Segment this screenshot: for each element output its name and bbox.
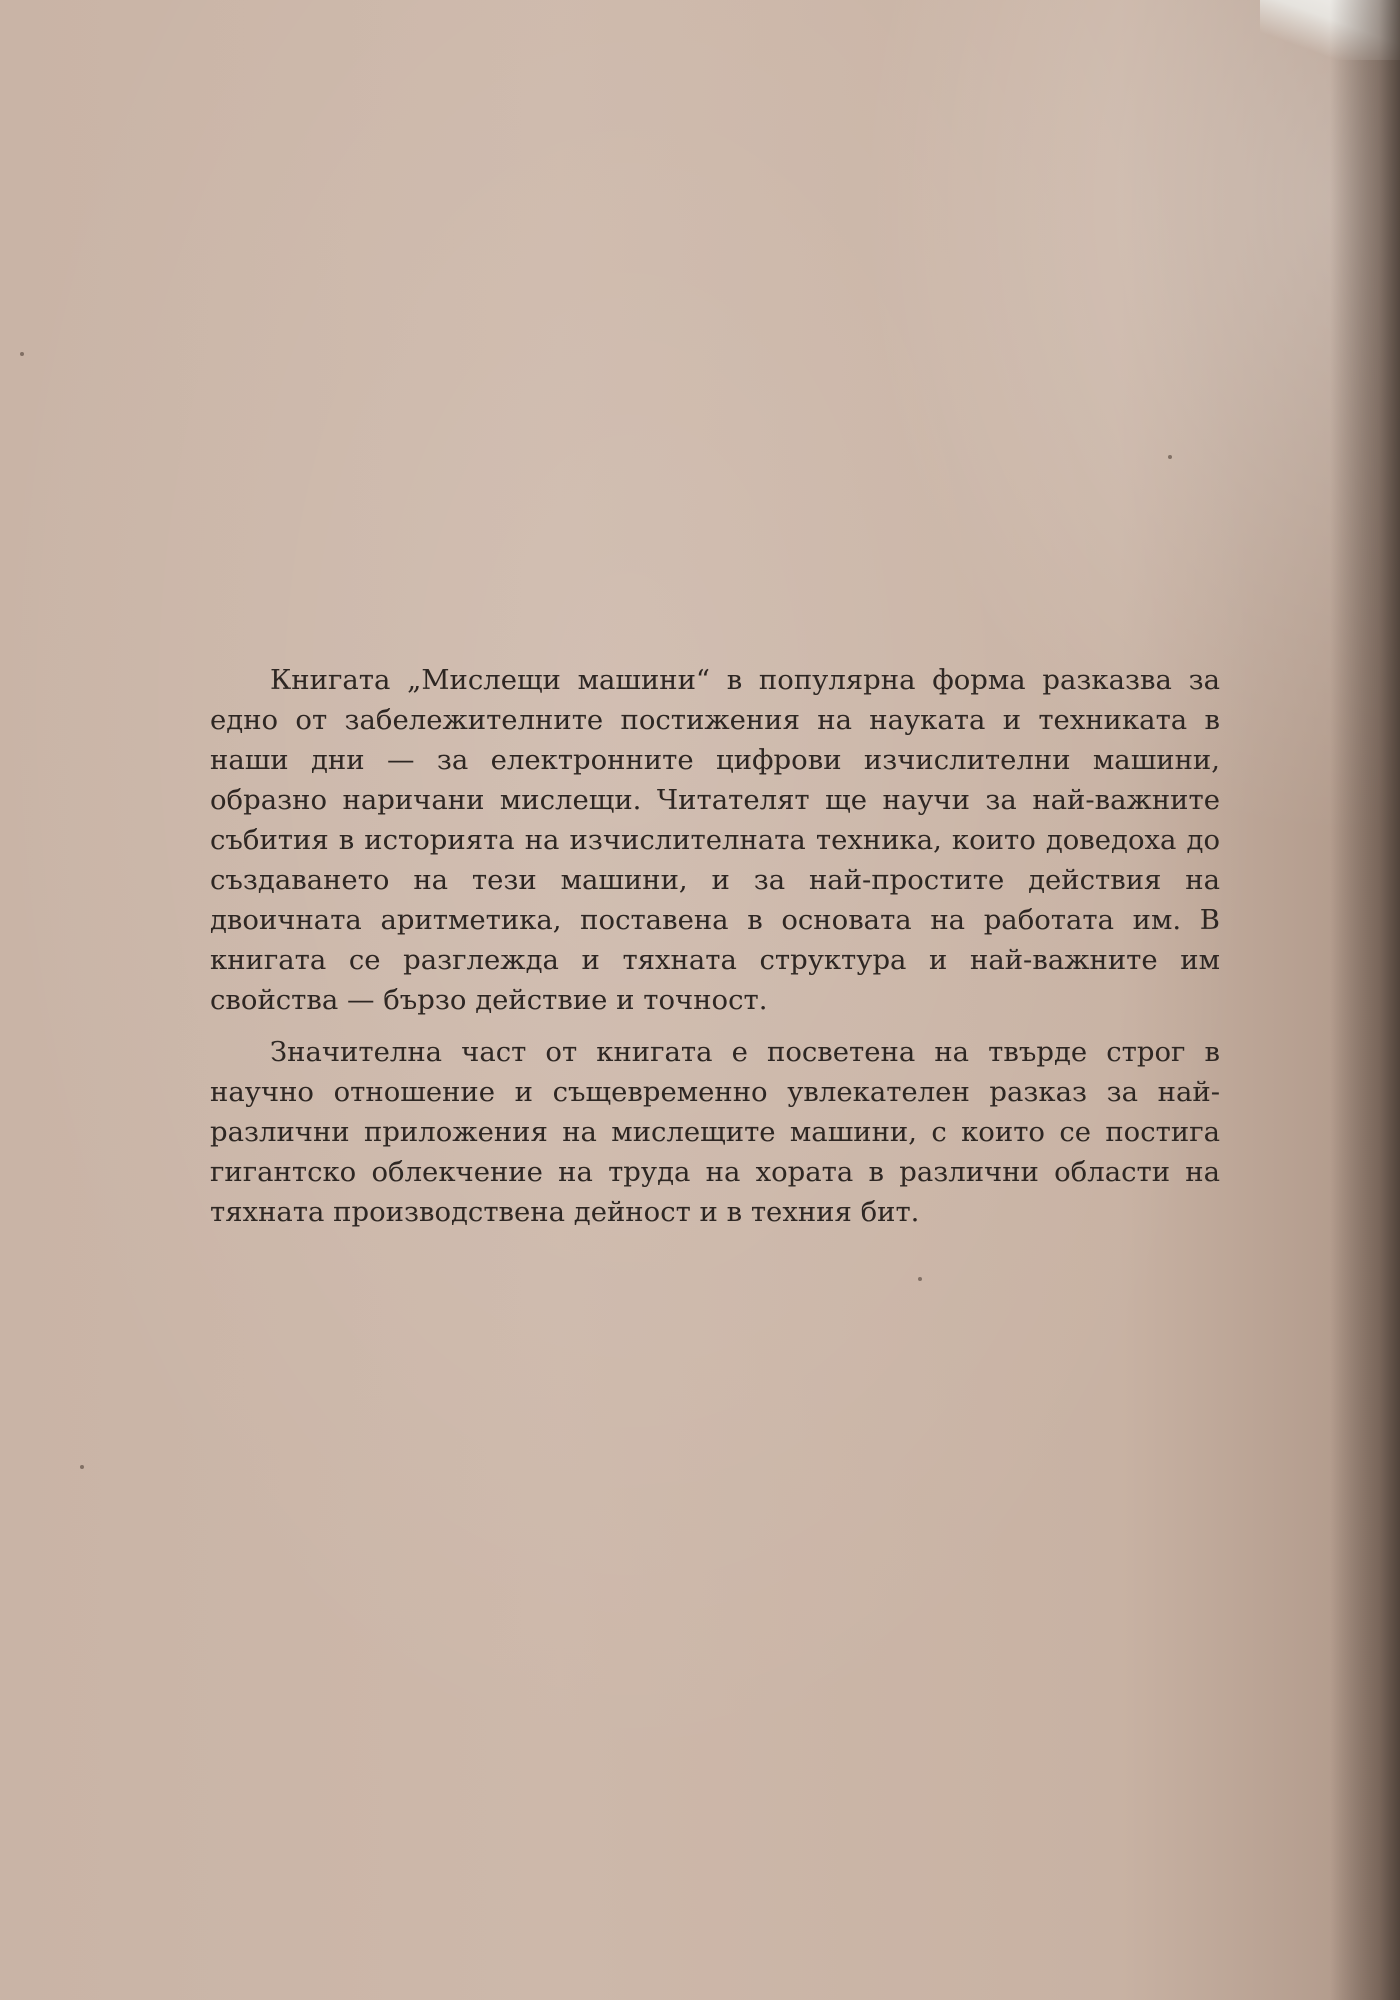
paper-speck xyxy=(80,1465,84,1469)
bleed-through-text xyxy=(250,565,1400,675)
page-edge-shadow xyxy=(1330,0,1400,2000)
annotation-text xyxy=(210,660,1220,1244)
paragraph-1: Книгата „Мислещи машини“ в популярна форма разказва за едно от забележителните постижения на науката и техниката в наши дни — за електронните цифрови изчислителни машини, образно наричани мислещи. Читателят ще научи за най-важните събития в историята на изчислителната техника, които доведоха до създаването на тези машини, и за най-простите действия на двоичната аритметика, поставена в основата на работата им. В книгата се разглежда и тяхната структура и най-важните им свойства — бързо действие и точност. xyxy=(210,664,1220,1016)
paragraph-2: Значителна част от книгата е посветена на твърде строг в научно отношение и същевременно увлекателен разказ за най-различни приложения на мислещите машини, с които се постига гигантско облекчение на труда на хората в различни области на тяхната производствена дейност и в техния бит. xyxy=(210,1036,1220,1228)
paper-speck xyxy=(918,1277,922,1281)
paper-speck xyxy=(20,352,24,356)
paper-speck xyxy=(1168,455,1172,459)
